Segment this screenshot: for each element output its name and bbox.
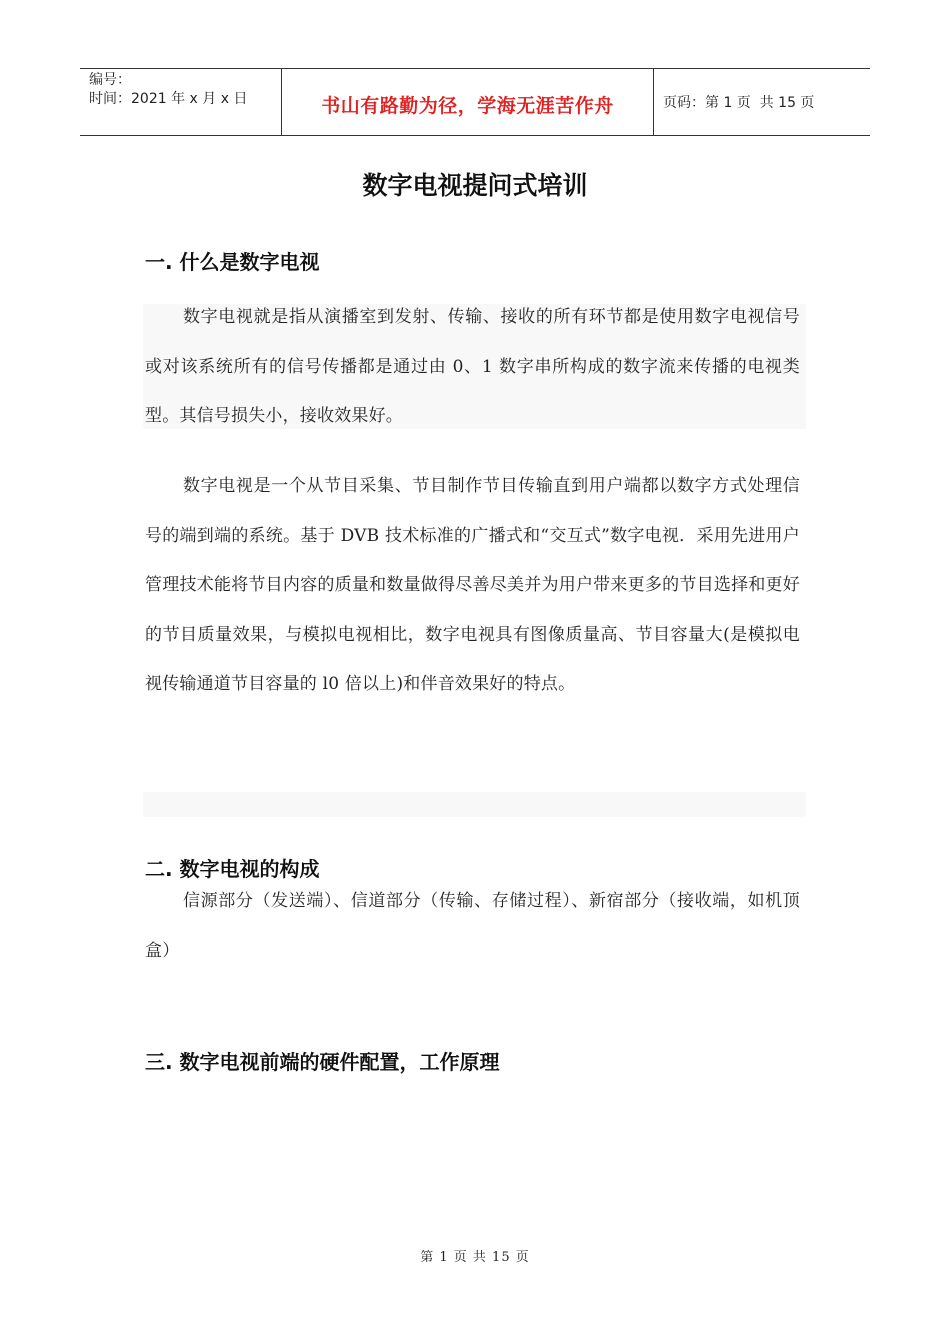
page-footer: 第 1 页 共 15 页: [420, 1250, 530, 1265]
shaded-block-2: [143, 792, 806, 817]
header-page-label: 页码：第 1 页 共 15 页: [663, 95, 815, 111]
section-heading-1: 一. 什么是数字电视: [145, 250, 320, 274]
section-1-paragraph-1: 数字电视就是指从演播室到发射、传输、接收的所有环节都是使用数字电视信号或对该系统所有的信号传播都是通过由 0、1 数字串所构成的数字流来传播的电视类型。其信号损失小，接收效果好。: [145, 307, 800, 426]
header-motto: 书山有路勤为径，学海无涯苦作舟: [321, 94, 614, 117]
page-header-table: [80, 68, 870, 136]
header-motto-cell: [281, 69, 654, 135]
header-page-cell: [654, 69, 870, 135]
header-date-label: 时间：2021 年 x 月 x 日: [89, 91, 248, 107]
section-heading-2: 二. 数字电视的构成: [145, 857, 320, 881]
header-meta-cell: [80, 69, 281, 135]
section-heading-3: 三. 数字电视前端的硬件配置，工作原理: [145, 1050, 500, 1074]
header-number-label: 编号：: [89, 72, 131, 88]
section-1-paragraph-2: 数字电视是一个从节目采集、节目制作节目传输直到用户端都以数字方式处理信号的端到端的系统。基于 DVB 技术标准的广播式和“交互式”数字电视．采用先进用户管理技术能将节目内容的质量和数量做得尽善尽美并为用户带来更多的节目选择和更好的节目质量效果，与模拟电视相比，数字电视具有图像质量高、节目容量大(是模拟电视传输通道节目容量的 l0 倍以上)和伴音效果好的特点。: [145, 476, 800, 694]
section-2-paragraph-1: 信源部分（发送端）、信道部分（传输、存储过程）、新宿部分（接收端，如机顶盒）: [145, 891, 800, 961]
document-title: 数字电视提问式培训: [362, 171, 588, 200]
